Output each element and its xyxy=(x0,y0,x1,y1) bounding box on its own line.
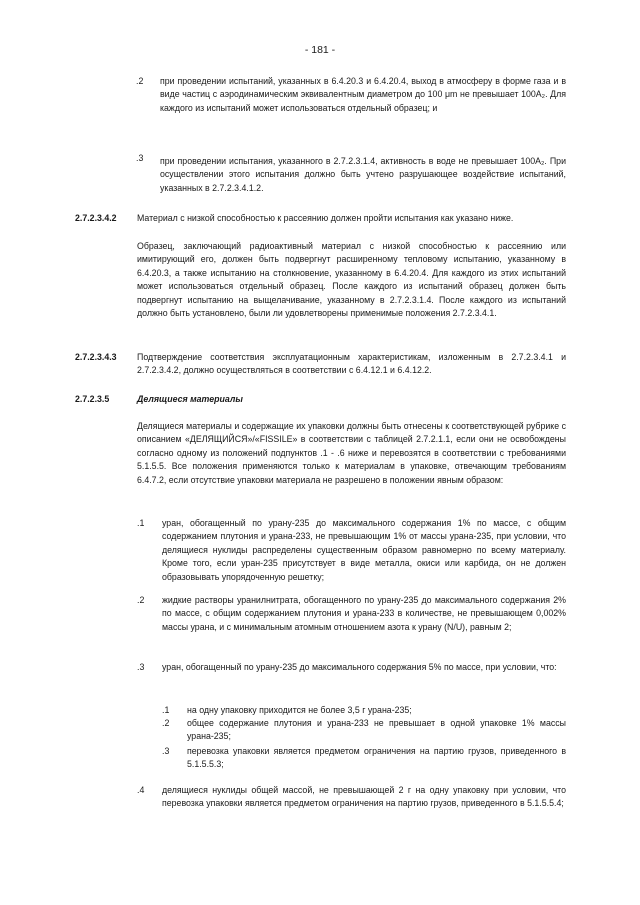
sub-item-number: .1 xyxy=(162,705,170,715)
list-item-text: жидкие растворы уранилнитрата, обогащенного по урану-235 до максимального содержания 2% по массе, с общим содержанием плутония и урана-233 в количестве, не превышающем 0,002% массы урана, и с минимальным атомным отношением азота к урану (N/U), равным 2; xyxy=(162,595,566,632)
section-paragraph: Делящиеся материалы и содержащие их упаковки должны быть отнесены к соответствующей рубрике с описанием «ДЕЛЯЩИЙСЯ»/«FISSILE» в соответствии с таблицей 2.7.2.1.1, если они не освобождены согласно одному из положений подпунктов .1 - .6 ниже и перевозятся в соответствии с требованиями 5.1.5.5. Все положения применяются только к материалам в упаковке, отвечающим требованиям 6.4.7.2, если отсутствие упаковки материала не разрешено в положении явным образом: xyxy=(137,421,566,485)
list-item-number: .3 xyxy=(136,153,144,163)
list-item-text: уран, обогащенный по урану-235 до максимального содержания 1% по массе, с общим содержанием плутония и урана-233, не превышающим 1% от массы урана-235, при условии, что делящиеся нуклиды распределены существенным образом равномерно по всему материалу. Кроме того, если уран-235 присутствует в виде металла, окиси или карбида, он не должен образовывать упорядоченную решетку; xyxy=(162,518,566,582)
sub-item-number: .2 xyxy=(162,718,170,728)
section-paragraph: Образец, заключающий радиоактивный материал с низкой способностью к рассеянию или имитирующий его, должен быть подвергнут расширенному тепловому испытанию, указанному в 6.4.20.3, а также испытанию на столкновение, указанному в 6.4.20.4. Для каждого из этих испытаний может использоваться отдельный образец. После каждого из испытаний образец должен быть подвергнут испытанию на выщелачивание, указанному в 2.7.2.3.1.4. После каждого из испытаний должно быть установлено, были ли удовлетворены применимые положения 2.7.2.3.4.1. xyxy=(137,241,566,319)
list-item-number: .1 xyxy=(137,518,145,528)
section-number: 2.7.2.3.4.3 xyxy=(75,352,117,362)
list-item-number: .2 xyxy=(136,76,144,86)
list-item-text: уран, обогащенный по урану-235 до максимального содержания 5% по массе, при условии, что: xyxy=(162,662,557,672)
list-item-number: .4 xyxy=(137,785,145,795)
list-item-text: при проведении испытания, указанного в 2.7.2.3.1.4, активность в воде не превышает 100A₂. При осуществлении этого испытания должно быть учтено разрушающее воздействие испытаний, указанных в 2.7.2.3.4.1.2. xyxy=(160,156,566,193)
section-number: 2.7.2.3.5 xyxy=(75,394,110,404)
sub-item-text: общее содержание плутония и урана-233 не превышает в одной упаковке 1% массы урана-235; xyxy=(187,718,566,742)
section-text: Материал с низкой способностью к рассеянию должен пройти испытания как указано ниже. xyxy=(137,213,514,223)
section-number: 2.7.2.3.4.2 xyxy=(75,213,117,223)
list-item-text: при проведении испытаний, указанных в 6.4.20.3 и 6.4.20.4, выход в атмосферу в форме газа и в виде частиц с аэродинамическим эквивалентным диаметром до 100 μm не превышает 100A₂. Для каждого из испытаний может использоваться отдельный образец; и xyxy=(160,76,566,113)
section-heading: Делящиеся материалы xyxy=(137,394,243,404)
page-number: - 181 - xyxy=(304,44,336,56)
section-text: Подтверждение соответствия эксплуатационным характеристикам, изложенным в 2.7.2.3.4.1 и 2.7.2.3.4.2, должно осуществляться в соответствии с 6.4.12.1 и 6.4.12.2. xyxy=(137,352,566,376)
list-item-number: .3 xyxy=(137,662,145,672)
list-item-text: делящиеся нуклиды общей массой, не превышающей 2 г на одну упаковку при условии, что перевозка упаковки является предметом ограничения на партию грузов, приведенного в 5.1.5.5.4; xyxy=(162,785,566,809)
sub-item-text: перевозка упаковки является предметом ограничения на партию грузов, приведенного в 5.1.5.5.3; xyxy=(187,746,566,770)
list-item-number: .2 xyxy=(137,595,145,605)
sub-item-text: на одну упаковку приходится не более 3,5 г урана-235; xyxy=(187,705,412,715)
sub-item-number: .3 xyxy=(162,746,170,756)
